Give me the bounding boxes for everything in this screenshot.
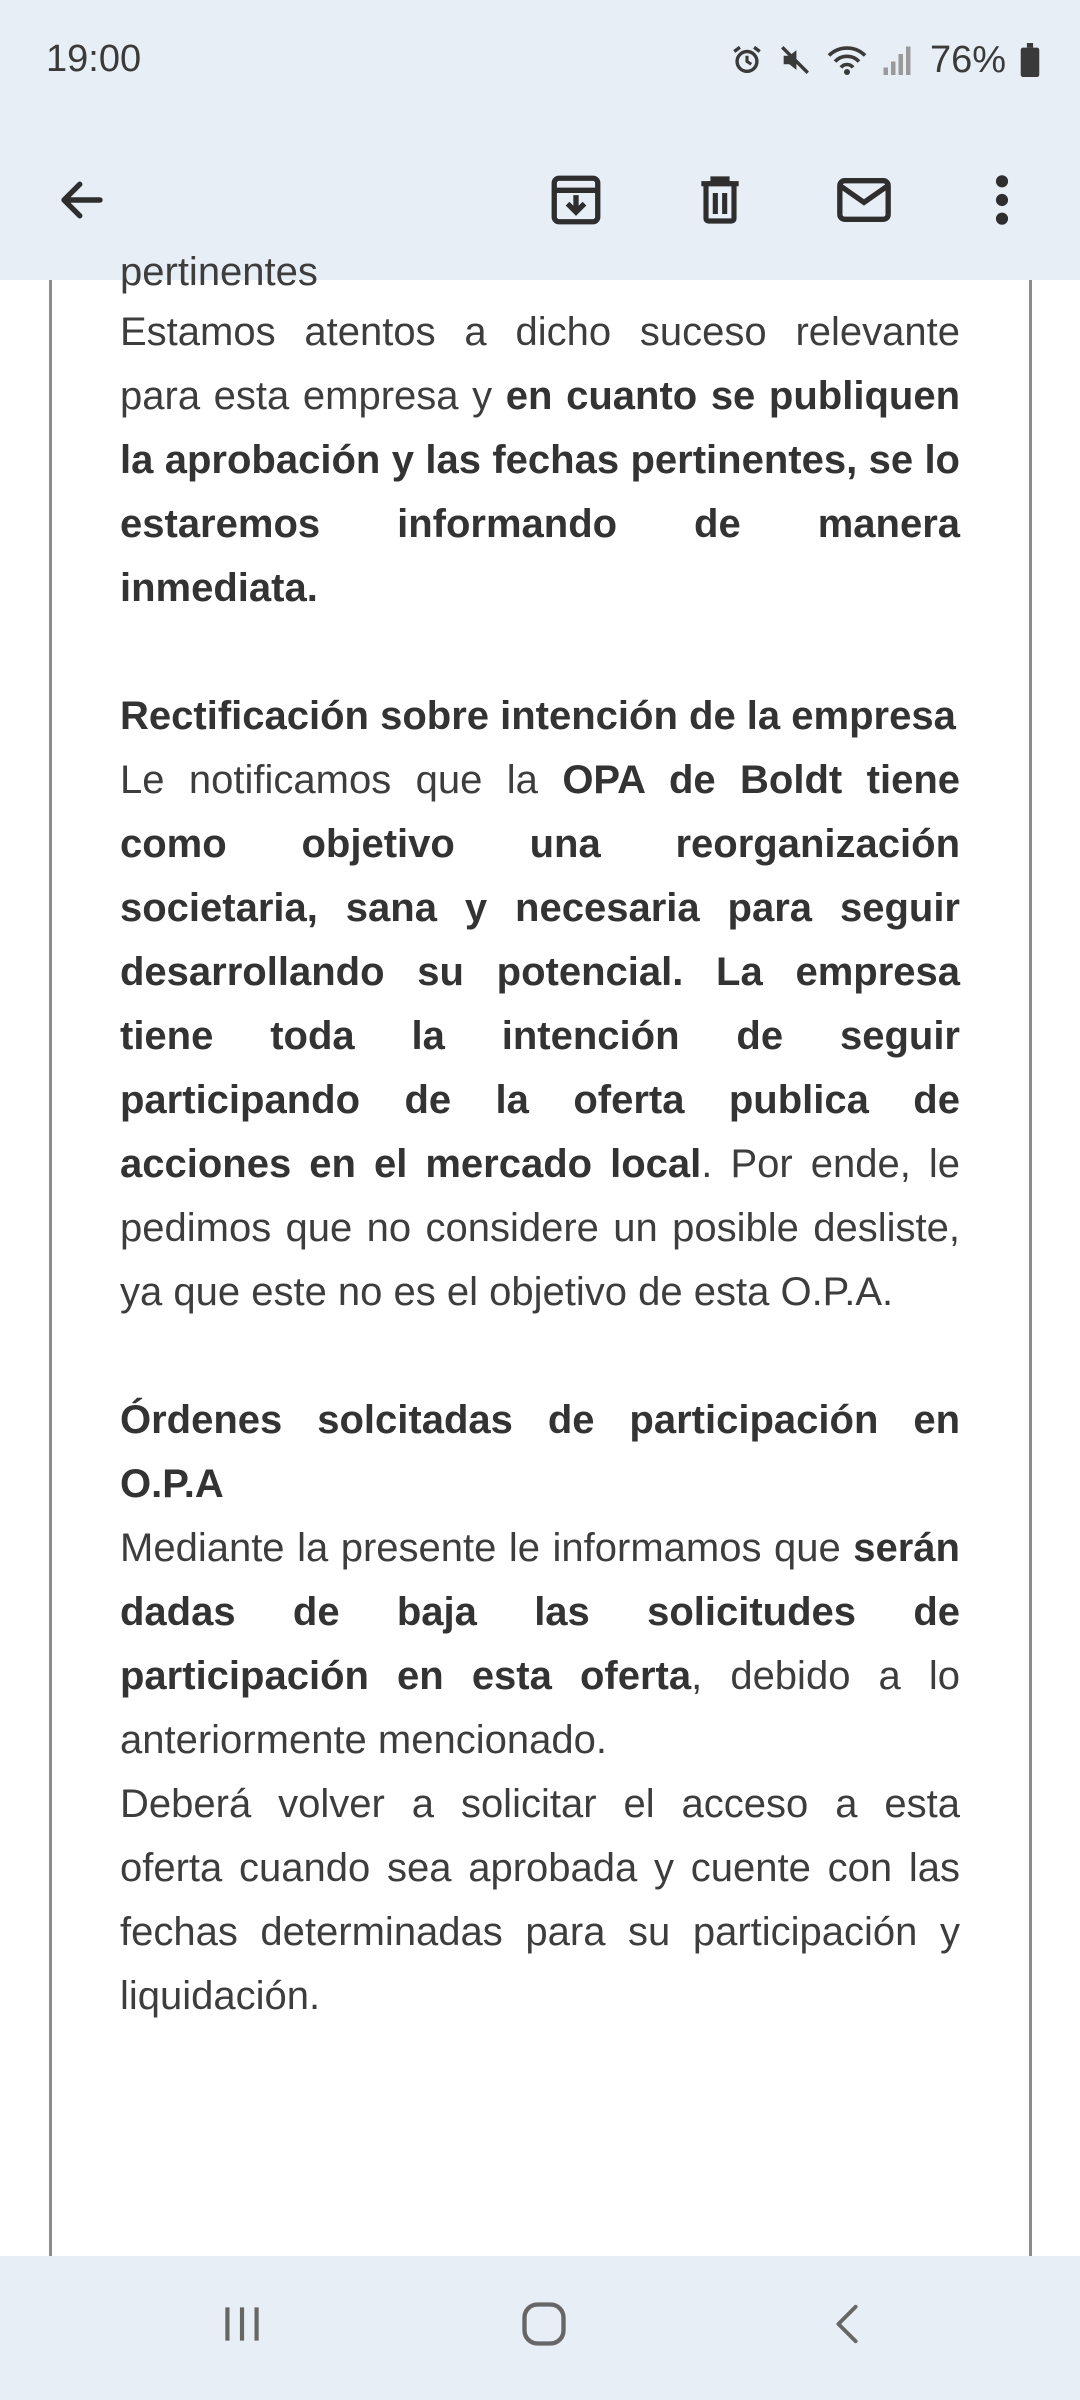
mark-unread-icon: [833, 171, 895, 234]
mark-unread-button[interactable]: [824, 162, 904, 242]
paragraph-3-bold: serán dadas de baja las solicitudes de participación en esta oferta: [120, 1526, 960, 1698]
system-nav-bar: [0, 2256, 1080, 2400]
paragraph-2-tail: . Por ende, le pedimos que no considere un posible desliste, ya que este no es el objetivo de esta O.P.A.: [120, 1142, 960, 1314]
wifi-icon: [826, 43, 868, 77]
alarm-icon: [730, 43, 764, 77]
back-button[interactable]: [42, 162, 122, 242]
paragraph-3: [120, 1516, 960, 1772]
more-vert-icon: [992, 172, 1012, 233]
paragraph-2: [120, 748, 960, 1324]
heading-ordenes-text: Órdenes solcitadas de participación en O.P.A: [120, 1398, 960, 1506]
battery-percentage: 76%: [929, 38, 1006, 81]
delete-icon: [692, 171, 748, 234]
home-button[interactable]: [494, 2286, 594, 2366]
email-body[interactable]: [0, 250, 1080, 2256]
heading-ordenes: [120, 1388, 960, 1516]
card-border-right: [1029, 280, 1032, 2256]
status-bar: [0, 0, 1080, 124]
home-icon: [518, 2298, 570, 2355]
battery-icon: [1020, 43, 1040, 77]
recents-button[interactable]: [192, 2286, 292, 2366]
card-border-left: [49, 280, 52, 2256]
paragraph-2-bold: OPA de Boldt tiene como objetivo una reorganización societaria, sana y necesaria para seguir desarrollando su potencial. La empresa tiene toda la intención de seguir participando de la oferta publica de acciones en el mercado local: [120, 758, 960, 1186]
status-icons: [730, 36, 1040, 84]
back-arrow-icon: [55, 173, 109, 232]
message-text: [120, 300, 960, 2028]
mute-icon: [778, 43, 812, 77]
nav-back-button[interactable]: [798, 2286, 898, 2366]
paragraph-1-bold: en cuanto se publiquen la aprobación y las fechas pertinentes, se lo estaremos informando de manera inmediata.: [120, 374, 961, 610]
recents-icon: [217, 2299, 267, 2354]
archive-button[interactable]: [536, 162, 616, 242]
paragraph-3-tail: , debido a lo anteriormente mencionado.: [120, 1654, 961, 1762]
paragraph-1: [120, 300, 960, 620]
paragraph-2-text: Le notificamos que la: [120, 758, 563, 802]
paragraph-4: Deberá volver a solicitar el acceso a esta oferta cuando sea aprobada y cuente con las fechas determinadas para su participación y liquidación.: [120, 1782, 960, 2018]
heading-rectificacion: [120, 684, 960, 748]
clipped-text-line: pertinentes: [120, 250, 318, 294]
signal-icon: [882, 43, 912, 77]
status-time: 19:00: [46, 38, 142, 80]
delete-button[interactable]: [680, 162, 760, 242]
more-options-button[interactable]: [962, 162, 1042, 242]
archive-icon: [547, 171, 605, 234]
heading-rectificacion-text: Rectificación sobre intención de la empresa: [120, 694, 956, 738]
paragraph-3-text: Mediante la presente le informamos que: [120, 1526, 854, 1570]
back-icon: [825, 2298, 871, 2355]
paragraph-1-text: Estamos atentos a dicho suceso relevante para esta empresa y: [120, 310, 960, 418]
